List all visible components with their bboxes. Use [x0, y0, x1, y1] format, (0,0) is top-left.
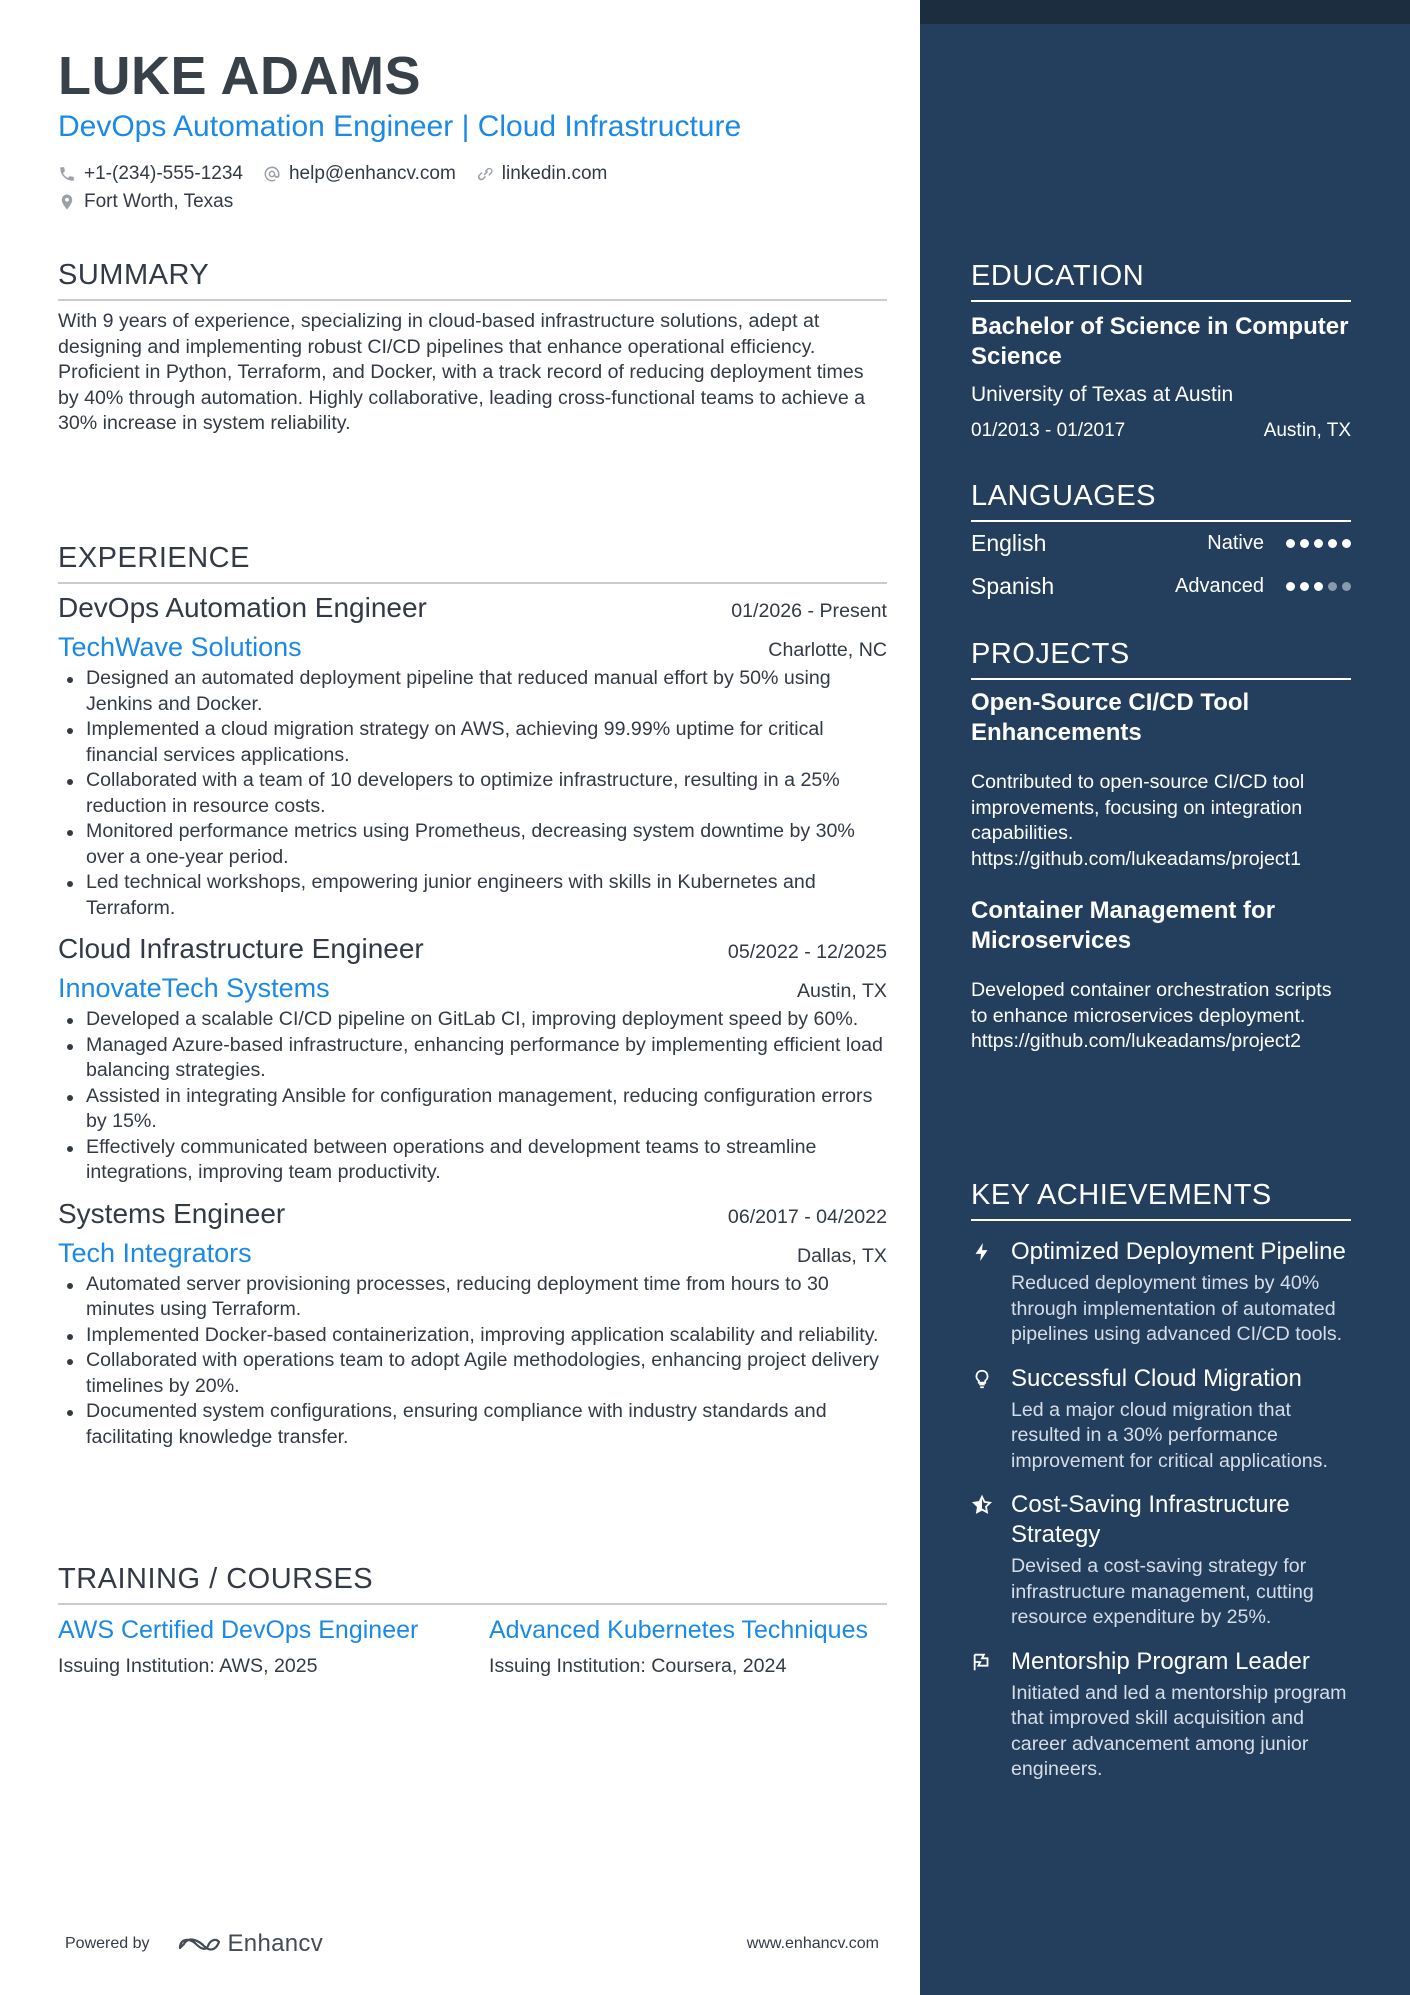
- education-heading: EDUCATION: [971, 260, 1145, 292]
- achievement-description: Reduced deployment times by 40% through implementation of automated pipelines using advanced CI/CD tools.: [1011, 1272, 1343, 1345]
- job-dates: 06/2017 - 04/2022: [727, 1205, 887, 1228]
- summary-text: With 9 years of experience, specializing in cloud-based infrastructure solutions, adept at designing and implementing robust CI/CD pipelines that enhance operational efficiency. Proficient in Python, Terraform, and Docker, with a track record of reducing deployment times by 40% through automation. Highly collaborative, leading cross-functional teams to achieve a 30% increase in system reliability.: [58, 310, 866, 434]
- languages-heading: LANGUAGES: [971, 480, 1156, 512]
- section-divider: [58, 1603, 887, 1605]
- project-link[interactable]: https://github.com/lukeadams/project1: [971, 847, 1302, 870]
- rating-dot: [1300, 539, 1309, 548]
- at-icon: [263, 165, 281, 183]
- achievement-title: Successful Cloud Migration: [1011, 1364, 1302, 1392]
- candidate-name: LUKE ADAMS: [58, 46, 421, 106]
- contact-info: [58, 160, 887, 216]
- projects-heading: PROJECTS: [971, 638, 1130, 670]
- rating-dot: [1328, 582, 1337, 591]
- achievement-title: Optimized Deployment Pipeline: [1011, 1238, 1346, 1265]
- job-bullet: Monitored performance metrics using Prometheus, decreasing system downtime by 30% over a one-year period.: [58, 819, 887, 870]
- project-link[interactable]: https://github.com/lukeadams/project2: [971, 1030, 1302, 1052]
- sidebar-top-band: [920, 0, 1410, 24]
- job-role: Systems Engineer: [58, 1197, 286, 1229]
- section-divider: [971, 1219, 1351, 1221]
- rating-dot: [1328, 539, 1337, 548]
- course-entry: [489, 1615, 887, 1678]
- enhancv-logo-icon: [176, 1932, 222, 1956]
- job-bullets: [58, 1007, 887, 1186]
- project-description: Contributed to open-source CI/CD tool improvements, focusing on integration capabilities.: [971, 771, 1305, 844]
- education-school: University of Texas at Austin: [971, 383, 1234, 406]
- job-location: Dallas, TX: [796, 1244, 887, 1267]
- achievement-description: Devised a cost-saving strategy for infrastructure management, cutting resource expenditure by 25%.: [1011, 1555, 1314, 1628]
- job-bullet: Implemented a cloud migration strategy on AWS, achieving 99.99% uptime for critical financial services applications.: [58, 717, 887, 768]
- education-section: [971, 258, 1351, 442]
- phone-text: +1-(234)-555-1234: [84, 163, 243, 184]
- job-company: InnovateTech Systems: [58, 973, 330, 1003]
- rating-dot: [1342, 539, 1351, 548]
- star-icon: [971, 1494, 993, 1516]
- language-name: English: [971, 530, 1047, 556]
- languages-section: [971, 478, 1351, 608]
- language-item: [971, 565, 1351, 608]
- achievement-title: Mentorship Program Leader: [1011, 1647, 1310, 1675]
- training-heading: TRAINING / COURSES: [58, 1563, 374, 1595]
- education-location: Austin, TX: [1263, 420, 1351, 441]
- phone-contact[interactable]: [58, 163, 243, 185]
- rating-dot: [1314, 539, 1323, 548]
- achievements-heading: KEY ACHIEVEMENTS: [971, 1179, 1272, 1211]
- achievement-description: Initiated and led a mentorship program that improved skill acquisition and career advancement among junior engineers.: [1011, 1681, 1347, 1780]
- job-bullet: Automated server provisioning processes, reducing deployment time from hours to 30 minutes using Terraform.: [58, 1272, 887, 1323]
- site-link[interactable]: www.enhancv.com: [746, 1935, 879, 1952]
- phone-icon: [58, 165, 76, 183]
- education-dates: 01/2013 - 01/2017: [971, 420, 1126, 441]
- linkedin-contact[interactable]: [476, 163, 608, 185]
- project-name: Container Management for Microservices: [971, 897, 1276, 954]
- project-description: Developed container orchestration scripts to enhance microservices deployment.: [971, 979, 1332, 1027]
- job-company: TechWave Solutions: [58, 632, 302, 662]
- job-bullet: Effectively communicated between operations and development teams to streamline integrations, improving team productivity.: [58, 1135, 887, 1186]
- project-entry: [971, 896, 1351, 1055]
- course-institution: Issuing Institution: AWS, 2025: [58, 1655, 318, 1677]
- job-role: DevOps Automation Engineer: [58, 592, 427, 623]
- job-entry: [58, 1196, 887, 1451]
- job-bullet: Documented system configurations, ensuring compliance with industry standards and facilitating knowledge transfer.: [58, 1399, 887, 1450]
- job-bullet: Developed a scalable CI/CD pipeline on GitLab CI, improving deployment speed by 60%.: [58, 1007, 887, 1033]
- rating-dot: [1300, 582, 1309, 591]
- rating-dot: [1286, 539, 1295, 548]
- job-bullet: Collaborated with a team of 10 developers to optimize infrastructure, resulting in a 25% reduction in resource costs.: [58, 768, 887, 819]
- achievement-title: Cost-Saving Infrastructure Strategy: [1011, 1491, 1290, 1548]
- lightbulb-icon: [971, 1368, 993, 1390]
- brand-name: Enhancv: [227, 1930, 323, 1957]
- job-entry: [58, 590, 887, 921]
- job-bullet: Led technical workshops, empowering junior engineers with skills in Kubernetes and Terraform.: [58, 870, 887, 921]
- linkedin-text: linkedin.com: [501, 163, 608, 184]
- section-divider: [971, 300, 1351, 302]
- rating-dot: [1314, 582, 1323, 591]
- language-rating: [1286, 539, 1351, 548]
- achievement-item: [971, 1647, 1351, 1783]
- experience-heading: EXPERIENCE: [58, 542, 250, 574]
- link-icon: [476, 165, 494, 183]
- location-contact: [58, 191, 233, 213]
- project-name: Open-Source CI/CD Tool Enhancements: [971, 689, 1250, 746]
- location-text: Fort Worth, Texas: [84, 191, 234, 212]
- language-name: Spanish: [971, 573, 1055, 599]
- course-name: AWS Certified DevOps Engineer: [58, 1616, 419, 1644]
- powered-by-label: Powered by: [65, 1935, 150, 1952]
- course-name: Advanced Kubernetes Techniques: [489, 1616, 868, 1644]
- job-bullet: Managed Azure-based infrastructure, enhancing performance by implementing efficient load balancing strategies.: [58, 1033, 887, 1084]
- achievement-item: [971, 1237, 1351, 1348]
- summary-heading: SUMMARY: [58, 259, 210, 291]
- job-location: Austin, TX: [796, 980, 887, 1002]
- achievement-description: Led a major cloud migration that resulted in a 30% performance improvement for critical applications.: [1011, 1398, 1328, 1472]
- job-entry: [58, 931, 887, 1186]
- candidate-title: DevOps Automation Engineer | Cloud Infrastructure: [58, 110, 742, 143]
- training-section: [58, 1561, 887, 1678]
- achievements-section: [971, 1177, 1351, 1783]
- job-bullets: [58, 1272, 887, 1451]
- job-bullet: Collaborated with operations team to adopt Agile methodologies, enhancing project delivery timelines by 20%.: [58, 1348, 887, 1399]
- summary-section: [58, 257, 887, 437]
- course-entry: [58, 1615, 489, 1678]
- project-entry: [971, 688, 1351, 872]
- location-pin-icon: [58, 193, 76, 211]
- section-divider: [971, 678, 1351, 680]
- job-location: Charlotte, NC: [768, 639, 887, 661]
- language-rating: [1286, 582, 1351, 591]
- job-bullet: Assisted in integrating Ansible for configuration management, reducing configuration errors by 15%.: [58, 1084, 887, 1135]
- job-role: Cloud Infrastructure Engineer: [58, 933, 424, 964]
- email-text: help@enhancv.com: [288, 163, 456, 184]
- lightning-icon: [971, 1241, 993, 1263]
- experience-section: [58, 540, 887, 1450]
- achievement-item: [971, 1490, 1351, 1631]
- achievement-item: [971, 1364, 1351, 1475]
- email-contact[interactable]: [263, 163, 456, 185]
- rating-dot: [1286, 582, 1295, 591]
- language-level: Native: [1207, 532, 1264, 554]
- course-institution: Issuing Institution: Coursera, 2024: [489, 1655, 787, 1677]
- rating-dot: [1342, 582, 1351, 591]
- main-column: [58, 44, 887, 1677]
- education-degree: Bachelor of Science in Computer Science: [971, 313, 1349, 370]
- section-divider: [58, 299, 887, 301]
- job-bullet: Implemented Docker-based containerization, improving application scalability and reliability.: [58, 1323, 887, 1349]
- projects-section: [971, 636, 1351, 1055]
- language-item: [971, 522, 1351, 565]
- flag-icon: [971, 1651, 993, 1673]
- language-level: Advanced: [1175, 575, 1264, 597]
- job-dates: 05/2022 - 12/2025: [727, 941, 887, 963]
- section-divider: [58, 582, 887, 584]
- footer: [65, 1930, 879, 1958]
- enhancv-logo[interactable]: [176, 1930, 324, 1958]
- job-dates: 01/2026 - Present: [731, 600, 887, 622]
- job-bullet: Designed an automated deployment pipeline that reduced manual effort by 50% using Jenkins and Docker.: [58, 666, 887, 717]
- job-bullets: [58, 666, 887, 921]
- job-company: Tech Integrators: [58, 1237, 252, 1268]
